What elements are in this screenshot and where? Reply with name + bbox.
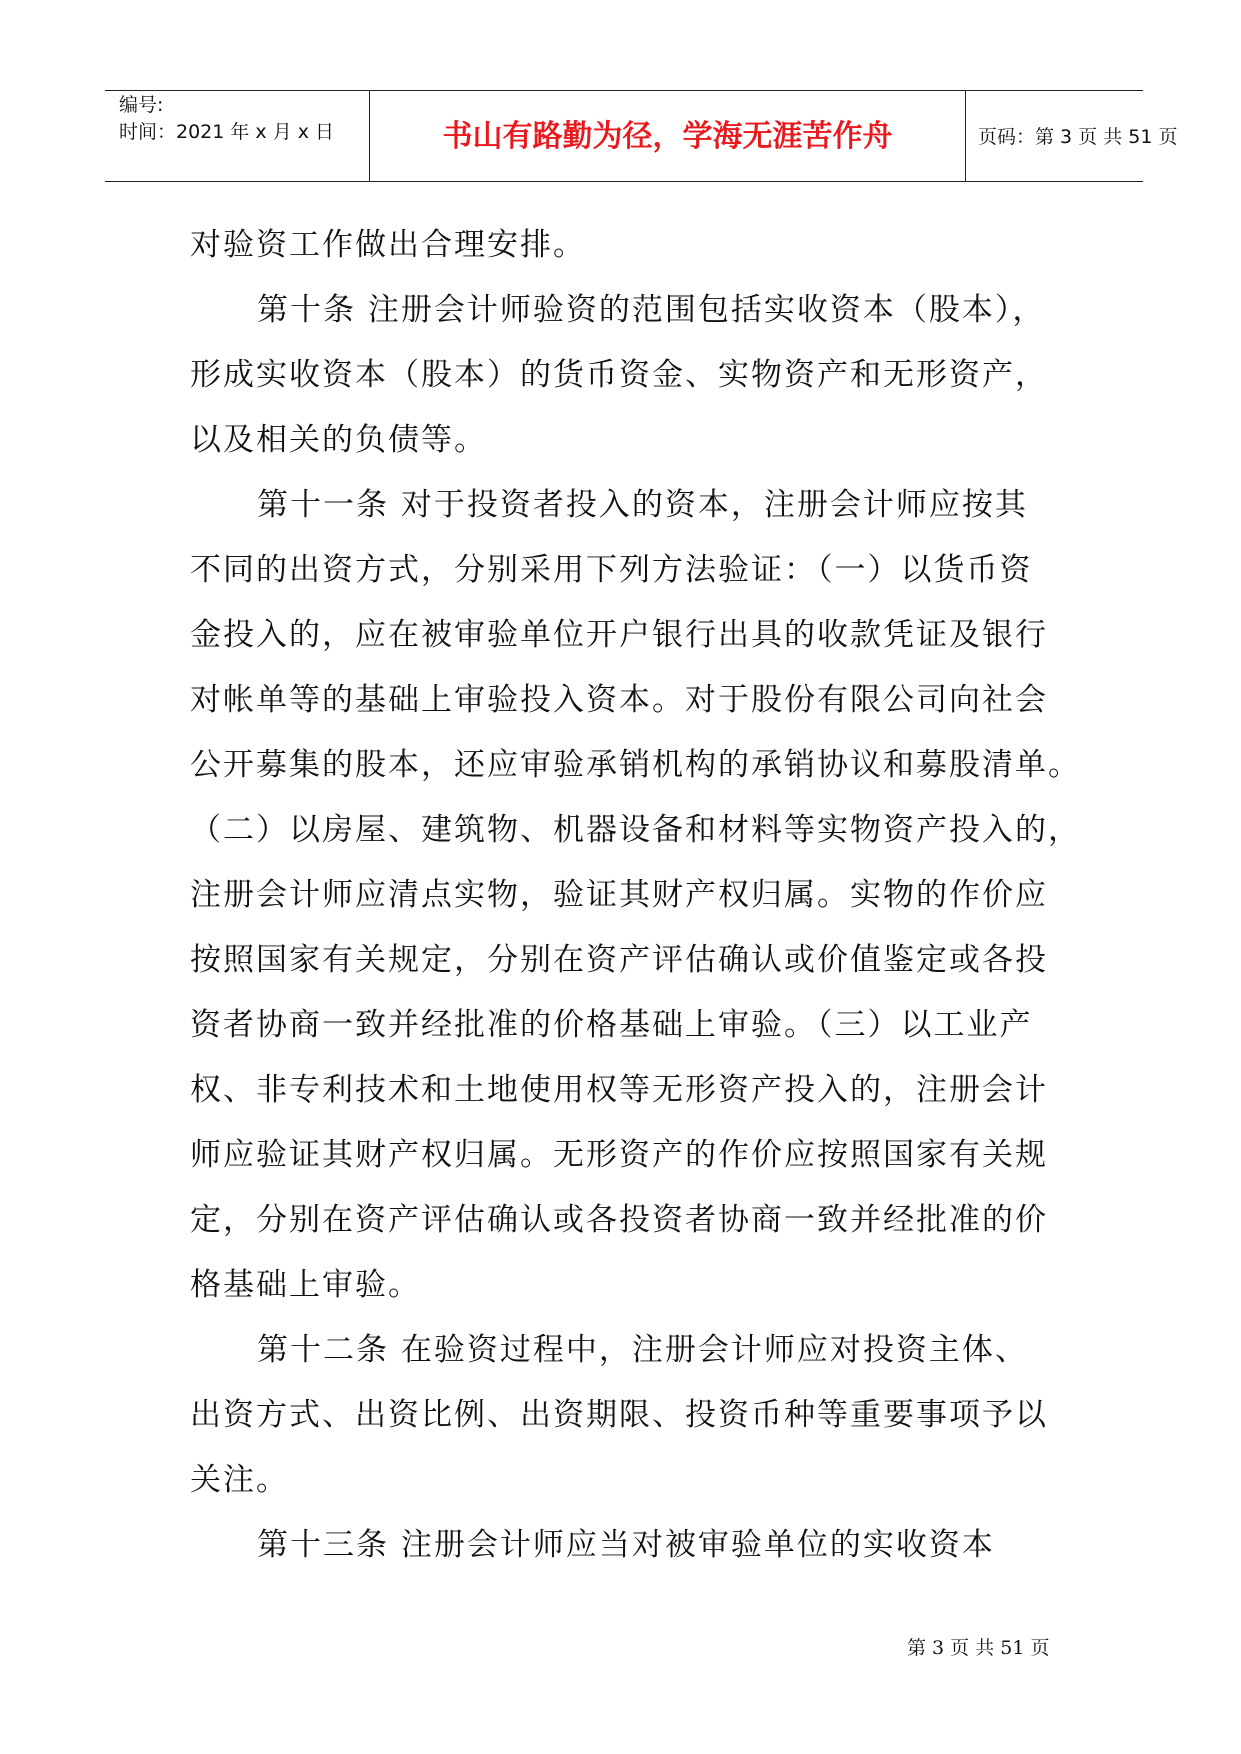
body-line: 金投入的，应在被审验单位开户银行出具的收款凭证及银行 <box>190 617 1048 653</box>
header-page-code: 页码：第 3 页 共 51 页 <box>978 126 1178 148</box>
header-page-cell <box>966 91 1178 181</box>
article-12-start: 第十二条 在验资过程中，注册会计师应对投资主体、 <box>257 1332 1028 1368</box>
article-10-start: 第十条 注册会计师验资的范围包括实收资本（股本）， <box>257 292 1046 328</box>
body-line: 对帐单等的基础上审验投入资本。对于股份有限公司向社会 <box>190 682 1048 718</box>
document-body <box>190 213 1081 1578</box>
body-line: 资者协商一致并经批准的价格基础上审验。（三）以工业产 <box>190 1007 1033 1043</box>
body-line: 注册会计师应清点实物，验证其财产权归属。实物的作价应 <box>190 877 1048 913</box>
document-header <box>105 90 1178 182</box>
document-number-label: 编号: <box>119 94 164 116</box>
body-line: 定，分别在资产评估确认或各投资者协商一致并经批准的价 <box>190 1202 1048 1238</box>
article-11-start: 第十一条 对于投资者投入的资本，注册会计师应按其 <box>257 487 1028 523</box>
body-line: 出资方式、出资比例、出资期限、投资币种等重要事项予以 <box>190 1397 1048 1433</box>
body-line: 不同的出资方式，分别采用下列方法验证：（一）以货币资 <box>190 552 1033 588</box>
body-line: 格基础上审验。 <box>190 1267 421 1303</box>
header-motto-cell <box>370 91 966 181</box>
article-13-start: 第十三条 注册会计师应当对被审验单位的实收资本 <box>257 1527 995 1563</box>
document-time-label: 时间：2021 年 x 月 x 日 <box>119 121 335 143</box>
body-line: 师应验证其财产权归属。无形资产的作价应按照国家有关规 <box>190 1137 1048 1173</box>
body-line: 权、非专利技术和土地使用权等无形资产投入的，注册会计 <box>190 1072 1048 1108</box>
header-motto: 书山有路勤为径，学海无涯苦作舟 <box>442 119 893 154</box>
page-footer: 第 3 页 共 51 页 <box>907 1637 1050 1659</box>
body-line: 以及相关的负债等。 <box>190 422 487 458</box>
body-line: 按照国家有关规定，分别在资产评估确认或价值鉴定或各投 <box>190 942 1048 978</box>
body-line: 形成实收资本（股本）的货币资金、实物资产和无形资产， <box>190 357 1048 393</box>
body-line: 对验资工作做出合理安排。 <box>190 227 586 263</box>
body-line: 公开募集的股本，还应审验承销机构的承销协议和募股清单。 <box>190 747 1081 783</box>
body-line: （二）以房屋、建筑物、机器设备和材料等实物资产投入的， <box>190 812 1081 848</box>
header-meta-cell <box>105 91 370 181</box>
body-line: 关注。 <box>190 1462 289 1498</box>
